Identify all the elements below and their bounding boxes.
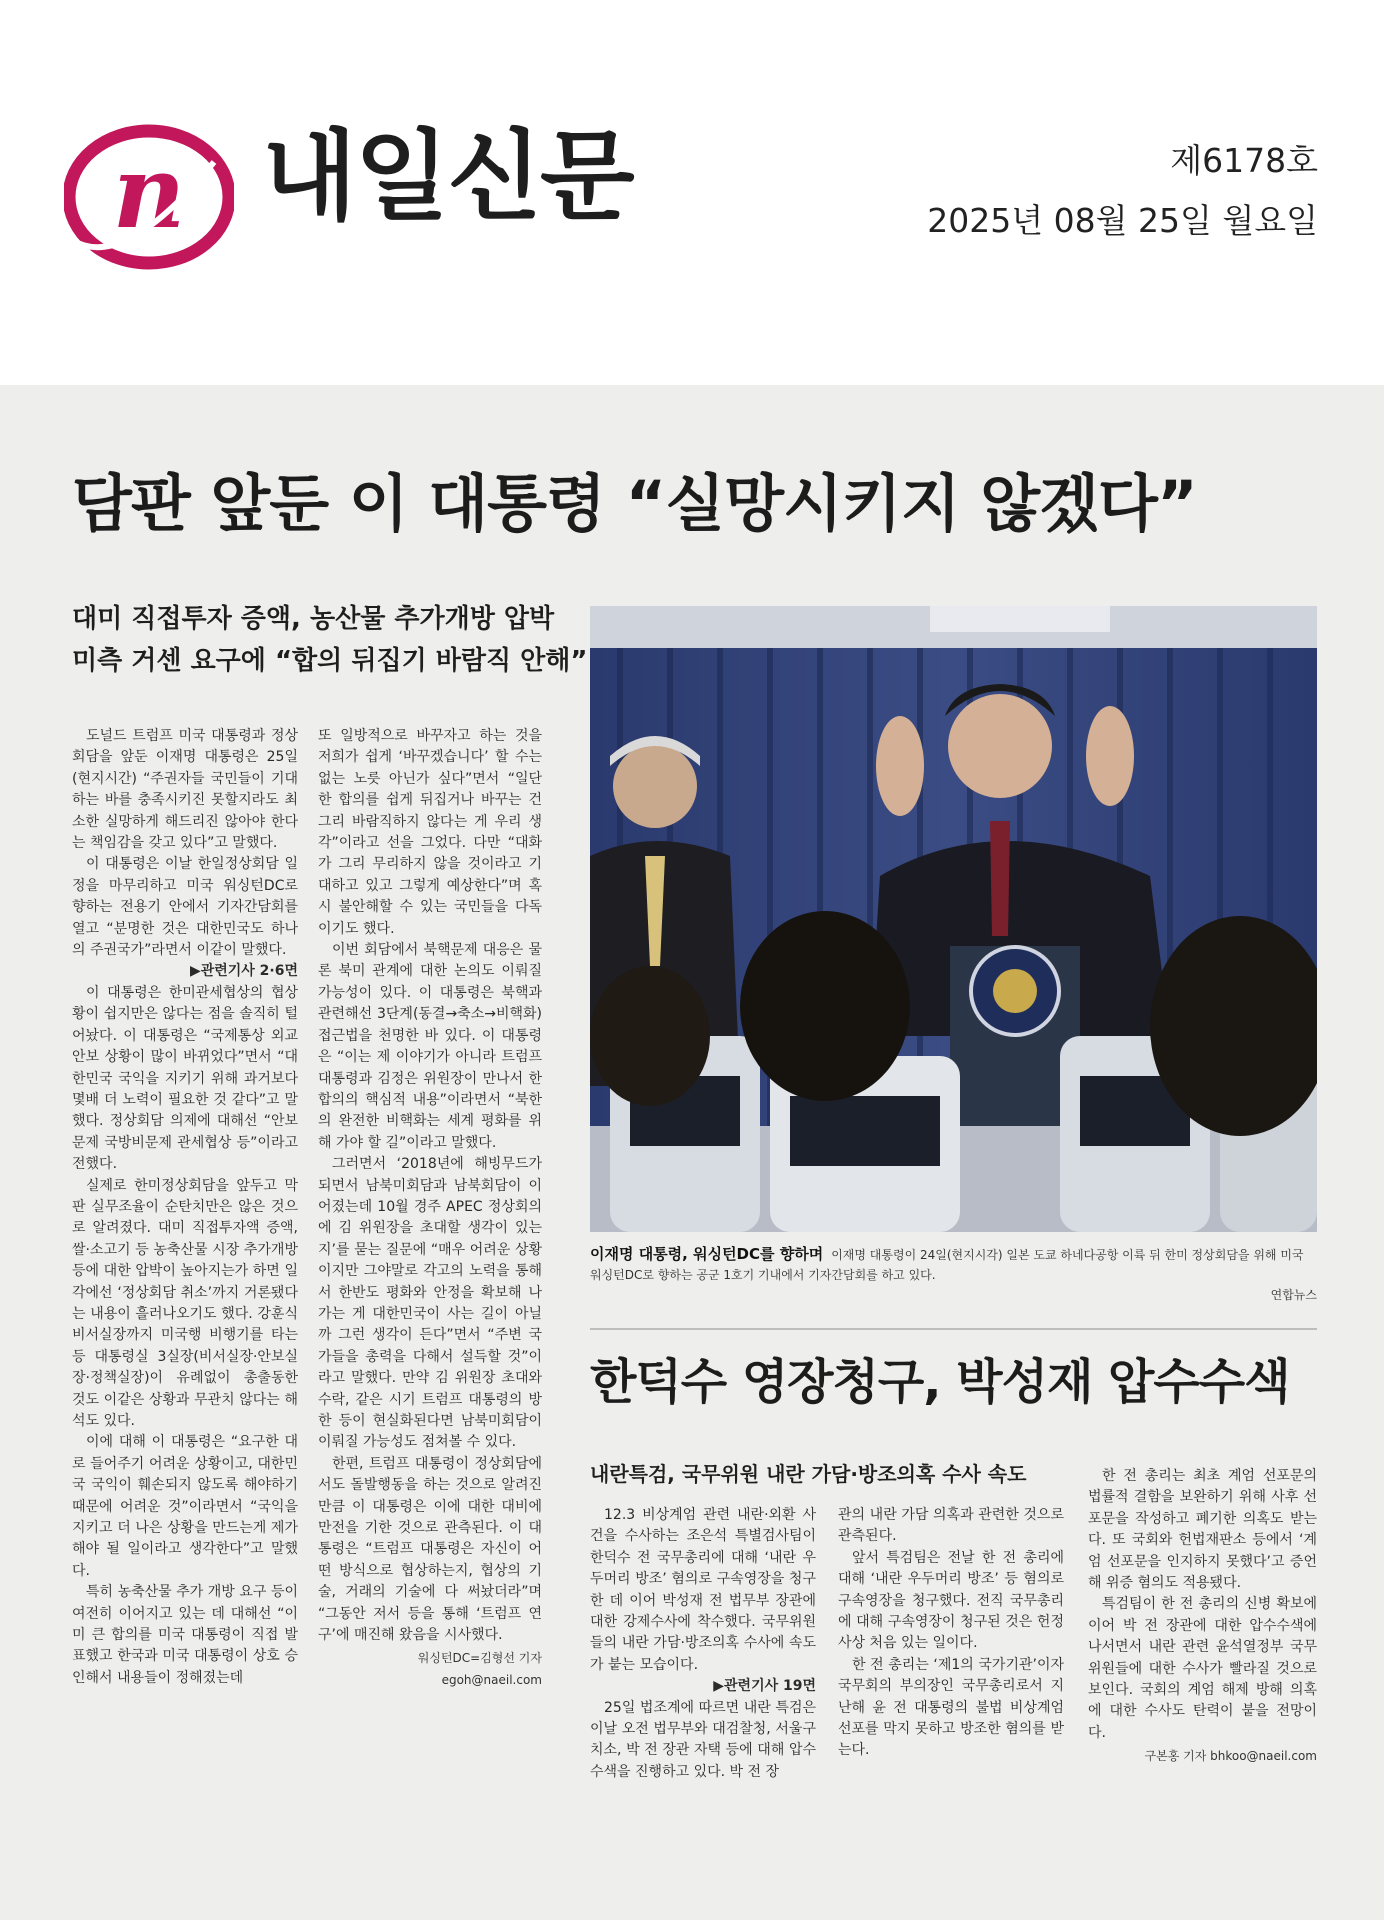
paragraph: 25일 법조계에 따르면 내란 특검은 이날 오전 법무부와 대검찰청, 서울구치소, 박 전 장관 자택 등에 대해 압수수색을 진행하고 있다. 박 전 장 [590, 1699, 816, 1780]
svg-text:n: n [112, 133, 186, 251]
section-divider [590, 1328, 1317, 1330]
paragraph: 한 전 총리는 ‘제1의 국가기관’이자 국무회의 부의장인 국무총리로서 지난해 윤 전 대통령의 불법 비상계엄 선포를 막지 못하고 방조한 혐의를 받는다. [838, 1656, 1064, 1759]
paragraph: 한편, 트럼프 대통령이 정상회담에서도 돌발행동을 하는 것으로 알려진 만큼 이 대통령은 이에 대한 대비에 만전을 기한 것으로 관측된다. 이 대통령은 “트럼프 대통령은 자신이 어떤 방식으로 협상하는지, 협상의 기술, 거래의 기술에 다 써놨더라”며 “그동안 저서 등을 통해 ‘트럼프 연구’에 매진해 왔음을 시사했다. [318, 1455, 542, 1644]
main-story-column-1 [72, 726, 298, 1689]
second-story-column-3 [1088, 1466, 1317, 1768]
second-story-column-1 [590, 1505, 816, 1783]
paragraph: 실제로 한미정상회담을 앞두고 막판 실무조율이 순탄치만은 않은 것으로 알려졌다. 대미 직접투자액 증액, 쌀·소고기 등 농축산물 시장 추가개방 등에 대한 압박이 높아지는가 하면 일각에선 ‘정상회담 취소’까지 거론됐다는 내용이 흘러나오기도 했다. 강훈식 비서실장까지 미국행 비행기를 타는 등 대통령실 3실장(비서실장·안보실장·정책실장)이 유례없이 총출동한 것도 이같은 상황과 무관치 않다는 해석도 있다. [72, 1177, 298, 1429]
news-photo [590, 606, 1317, 1232]
second-headline: 한덕수 영장청구, 박성재 압수수색 [590, 1354, 1290, 1410]
caption-title: 이재명 대통령, 워싱턴DC를 향하며 [590, 1245, 824, 1263]
main-subhead-line: 대미 직접투자 증액, 농산물 추가개방 압박 [72, 604, 555, 634]
paragraph: 이에 대해 이 대통령은 “요구한 대로 들어주기 어려운 상황이고, 대한민국 국익이 훼손되지 않도록 해야하기 때문에 어려운 것”이라면서 “국익을 지키고 더 나은 상황을 만드는게 제가 해야 될 일이라고 생각한다”고 말했다. [72, 1434, 298, 1579]
issue-date: 2025년 08월 25일 월요일 [927, 201, 1318, 240]
caption-text: 이재명 대통령이 24일(현지시각) 일본 도쿄 하네다공항 이륙 뒤 한미 정상회담을 위해 미국 워싱턴DC로 향하는 공군 1호기 기내에서 기자간담회를 하고 있다. [590, 1248, 1304, 1282]
paragraph: 12.3 비상계엄 관련 내란·외환 사건을 수사하는 조은석 특별검사팀이 한덕수 전 국무총리에 대해 ‘내란 우두머리 방조’ 혐의로 구속영장을 청구한 데 이어 박성재 전 법무부 장관에 대한 강제수사에 착수했다. 국무위원들의 내란 가담·방조의혹 수사에 속도가 붙는 모습이다. [590, 1507, 816, 1673]
related-article-ref: ▶관련기사 2·6면 [189, 963, 298, 980]
paragraph: 관의 내란 가담 의혹과 관련한 것으로 관측된다. [838, 1507, 1064, 1545]
second-story-column-2 [838, 1505, 1064, 1762]
paragraph: 이 대통령은 이날 한일정상회담 일정을 마무리하고 미국 워싱턴DC로 향하는 전용기 안에서 기자간담회를 열고 “분명한 것은 대한민국도 하나의 주권국가”라면서 이같이 말했다. [72, 856, 298, 959]
paragraph: 또 일방적으로 바꾸자고 하는 것을 저희가 쉽게 ‘바꾸겠습니다’ 할 수는 없는 노릇 아닌가 싶다”면서 “일단 한 합의를 쉽게 뒤집거나 바꾸는 건 그리 바람직하지 않다는 게 우리 생각”이라고 선을 그었다. 다만 “대화가 그리 무리하지 않을 것이라고 기대하고 있고 그렇게 예상한다”며 혹시 불안해할 수 있는 국민들을 다독이기도 했다. [318, 728, 542, 937]
paragraph: 이 대통령은 한미관세협상의 협상황이 쉽지만은 않다는 점을 솔직히 털어놨다. 이 대통령은 “국제통상 외교안보 상황이 많이 바뀌었다”면서 “대한민국 국익을 지키기 위해 과거보다 몇배 더 노력이 필요한 것 같다”고 말했다. 정상회담 의제에 대해선 “안보문제 국방비문제 관세협상 등”이라고 전했다. [72, 984, 298, 1173]
paragraph: 특히 농축산물 추가 개방 요구 등이 여전히 이어지고 있는 데 대해선 “이미 큰 합의를 미국 대통령이 직접 발표했고 한국과 미국 대통령이 상호 승인해서 내용들이 정해졌는데 [72, 1584, 298, 1686]
paragraph: 이번 회담에서 북핵문제 대응은 물론 북미 관계에 대한 논의도 이뤄질 가능성이 있다. 이 대통령은 북핵과 관련해선 3단계(동결→축소→비핵화) 접근법을 천명한 바 있다. 이 대통령은 “이는 제 이야기가 아니라 트럼프 대통령과 김정은 위원장이 만나서 한 합의의 핵심적 내용”이라면서 “북한의 완전한 비핵화는 세계 평화를 위해 가야 할 길”이라고 말했다. [318, 942, 542, 1151]
main-subhead-line: 미측 거센 요구에 “합의 뒤집기 바람직 안해” [72, 646, 588, 676]
paragraph: 특검팀이 한 전 총리의 신병 확보에 이어 박 전 장관에 대한 압수수색에 나서면서 내란 관련 윤석열정부 국무위원들에 대한 수사가 빨라질 것으로 보인다. 국회의 계엄 해제 방해 의혹에 대한 수사도 탄력이 붙을 전망이다. [1088, 1596, 1317, 1741]
main-story-column-2 [318, 726, 542, 1691]
issue-number: 제6178호 [1170, 141, 1318, 180]
byline: 구본홍 기자 bhkoo@naeil.com [1144, 1749, 1317, 1764]
photo-credit: 연합뉴스 [1270, 1288, 1317, 1302]
main-subhead [72, 598, 588, 682]
paragraph: 도널드 트럼프 미국 대통령과 정상회담을 앞둔 이재명 대통령은 25일(현지시간) “주권자들 국민들이 기대하는 바를 충족시키진 못할지라도 최소한 실망하게 해드리진 않아야 한다는 책임감을 갖고 있다”고 말했다. [72, 728, 298, 852]
byline: 워싱턴DC=김형선 기자 egoh@naeil.com [417, 1651, 542, 1687]
paragraph: 그러면서 ‘2018년에 해빙무드가 되면서 남북미회담과 남북회담이 이어졌는데 10월 경주 APEC 정상회의에 김 위원장을 초대할 생각이 있는지’를 묻는 질문에 “매우 어려운 상황이지만 그야말로 각고의 노력을 통해서 한반도 평화와 안정을 확보해 나가는 게 대한민국이 사는 길이 아닐까 그런 생각이 든다”면서 “주변 국가들을 총력을 다해서 설득할 것”이라고 말했다. 만약 김 위원장 초대와 수락, 같은 시기 트럼프 대통령의 방한 등이 현실화된다면 남북미회담이 이뤄질 가능성도 점쳐볼 수 있다. [318, 1156, 542, 1451]
second-subhead: 내란특검, 국무위원 내란 가담·방조의혹 수사 속도 [590, 1462, 1027, 1486]
paragraph: 한 전 총리는 최초 계엄 선포문의 법률적 결함을 보완하기 위해 사후 선포문을 작성하고 폐기한 의혹도 받는다. 또 국회와 헌법재판소 등에서 ‘계엄 선포문을 인지하지 못했다’고 증언해 위증 혐의도 적용됐다. [1088, 1468, 1317, 1592]
press-conference-photo [590, 606, 1317, 1232]
main-headline: 담판 앞둔 이 대통령 “실망시키지 않겠다” [72, 467, 1197, 540]
paragraph: 앞서 특검팀은 전날 한 전 총리에 대해 ‘내란 우두머리 방조’ 등 혐의로 구속영장을 청구했다. 전직 국무총리에 대해 구속영장이 청구된 것은 헌정 사상 처음 있는 일이다. [838, 1549, 1064, 1652]
related-article-ref: ▶관련기사 19면 [713, 1678, 816, 1695]
masthead [0, 0, 1384, 385]
newspaper-name: 내일신문 [262, 120, 633, 234]
photo-caption [590, 1244, 1317, 1305]
naeil-logo-icon [64, 122, 234, 272]
